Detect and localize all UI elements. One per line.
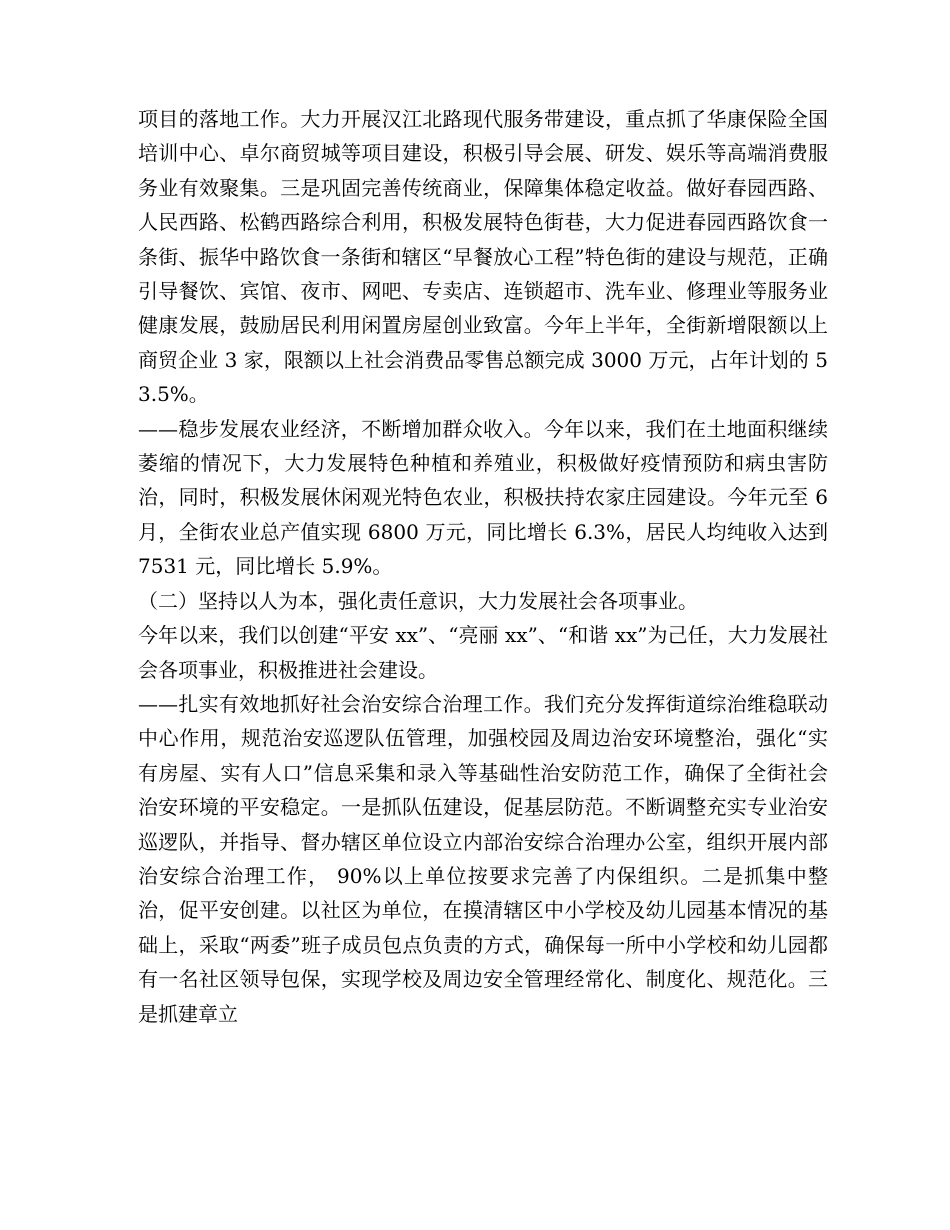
paragraph-commerce: 项目的落地工作。大力开展汉江北路现代服务带建设，重点抓了华康保险全国培训中心、卓尔商贸城等项目建设，积极引导会展、研发、娱乐等高端消费服务业有效聚集。三是巩固完善传统商业，保障集体稳定收益。做好春园西路、人民西路、松鹤西路综合利用，积极发展特色街巷，大力促进春园西路饮食一条街、振华中路饮食一条街和辖区“早餐放心工程”特色街的建设与规范，正确引导餐饮、宾馆、夜市、网吧、专卖店、连锁超市、洗车业、修理业等服务业健康发展，鼓励居民利用闲置房屋创业致富。今年上半年，全街新增限额以上商贸企业 3 家，限额以上社会消费品零售总额完成 3000 万元，占年计划的 53.5%。	[138, 107, 828, 407]
section-heading: （二）坚持以人为本，强化责任意识，大力发展社会各项事业。	[138, 588, 698, 613]
document-body	[138, 102, 828, 1031]
paragraph-agriculture: ——稳步发展农业经济，不断增加群众收入。今年以来，我们在土地面积继续萎缩的情况下，大力发展特色种植和养殖业，积极做好疫情预防和病虫害防治，同时，积极发展休闲观光特色农业，积极扶持农家庄园建设。今年元至 6 月，全街农业总产值实现 6800 万元，同比增长 6.3%，居民人均纯收入达到 7531 元，同比增长 5.9%。	[138, 416, 828, 579]
paragraph-public-security: ——扎实有效地抓好社会治安综合治理工作。我们充分发挥街道综治维稳联动中心作用，规范治安巡逻队伍管理，加强校园及周边治安环境整治，强化“实有房屋、实有人口”信息采集和录入等基础性治安防范工作，确保了全街社会治安环境的平安稳定。一是抓队伍建设，促基层防范。不断调整充实专业治安巡逻队，并指导、督办辖区单位设立内部治安综合治理办公室，组织开展内部治安综合治理工作， 90%以上单位按要求完善了内保组织。二是抓集中整治，促平安创建。以社区为单位，在摸清辖区中小学校及幼儿园基本情况的基础上，采取“两委”班子成员包点负责的方式，确保每一所中小学校和幼儿园都有一名社区领导包保，实现学校及周边安全管理经常化、制度化、规范化。三是抓建章立	[138, 691, 828, 1026]
paragraph-social-intro: 今年以来，我们以创建“平安 xx”、“亮丽 xx”、“和谐 xx”为己任，大力发展社会各项事业，积极推进社会建设。	[138, 623, 828, 682]
